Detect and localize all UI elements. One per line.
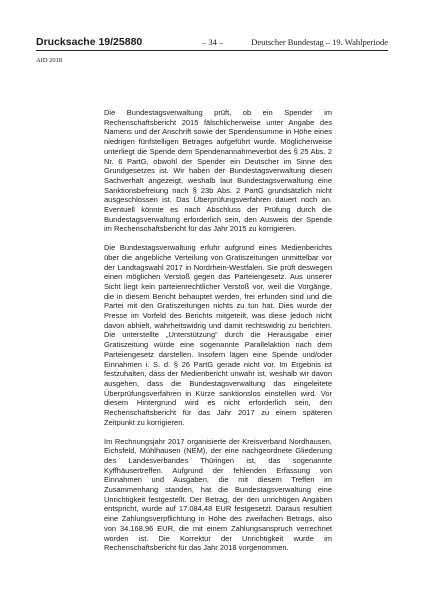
document-number: Drucksache 19/25880 [36,36,143,48]
body-text [104,108,332,562]
page-number: – 34 – [202,37,224,47]
page-header [36,36,388,51]
paragraph: Im Rechnungsjahr 2017 organisierte der Kreisverband Nordhausen, Eichsfeld, Mühlhausen (NEM), der eine nachgeordnete Gliederung des Landesverbandes Thüringen ist, das sogenannte Kyffhäusertreffen. Aufgrund der fehlenden Erfassung von Einnahmen und Ausgaben, die mit diesem Treffen im Zusammenhang standen, hat die Bundestagsverwaltung eine Unrichtigkeit festgestellt. Der Betrag, der den unrichtigen Angaben entspricht, wurde auf 17.084,48 EUR festgesetzt. Daraus resultiert eine Zahlungsverpflichtung in Höhe des zweifachen Betrags, also von 34.168,96 EUR, die mit einem Zahlungsanspruch verrechnet worden ist. Die Korrektur der Unrichtigkeit wurde im Rechenschaftsbericht für das Jahr 2018 vorgenommen. [104,436,332,553]
section-label: AfD 2018 [36,57,63,64]
paragraph: Die Bundestagsverwaltung prüft, ob ein Spender im Rechenschaftsbericht 2015 fälschlicherweise unter Angabe des Namens und der Anschrift sowie der Spendensumme in Höhe eines niedrigen fünfstelligen Betrages aufgeführt wurde. Möglicherweise unterliegt die Spende dem Spendenannahmeverbot des § 25 Abs. 2 Nr. 6 PartG, obwohl der Spender ein Deutscher im Sinne des Grundgesetzes ist. Wir haben der Bundestagsverwaltung diesen Sachverhalt angezeigt, weshalb laut Bundestagsverwaltung eine Sanktionsbefreiung nach § 23b Abs. 2 PartG grundsätzlich nicht ausgeschlossen ist. Das Überprüfungsverfahren dauert noch an. Eventuell könnte es nach Abschluss der Prüfung durch die Bundestagsverwaltung erforderlich sein, den Ausweis der Spende im Rechenschaftsbericht für das Jahr 2015 zu korrigieren. [104,108,332,234]
publisher-label: Deutscher Bundestag – 19. Wahlperiode [251,37,388,47]
paragraph: Die Bundestagsverwaltung erfuhr aufgrund eines Medienberichts über die angebliche Verteilung von Gratiszeitungen unmittelbar vor der Landtagswahl 2017 in Nordrhein-Westfalen. Sie prüft deswegen einen möglichen Verstoß gegen das Parteiengesetz. Aus unserer Sicht liegt kein parteienrechtlicher Verstoß vor, weil die Vorgänge, die in diesem Bericht behauptet werden, frei erfunden sind und die Partei mit den Gratiszeitungen nichts zu tun hat. Dies wurde der Presse im Vorfeld des Berichts mitgeteilt, was diese jedoch nicht davon abhielt, wahrheitswidrig und damit rechtswidrig zu berichten. Die unterstellte „Unterstützung“ durch die Herausgabe einer Gratiszeitung würde eine sogenannte Parallelaktion nach dem Parteiengesetz darstellen. Insofern lägen eine Spende und/oder Einnahmen i. S. d. § 26 PartG gerade nicht vor. Im Ergebnis ist festzuhalten, dass der Medienbericht unwahr ist, weshalb wir davon ausgehen, dass die Bundestagsverwaltung das eingeleitete Überprüfungsverfahren in Kürze sanktionslos einstellen wird. Vor diesem Hintergrund wird es nicht erforderlich sein, den Rechenschaftsbericht für das Jahr 2017 zu einem späteren Zeitpunkt zu korrigieren. [104,243,332,427]
